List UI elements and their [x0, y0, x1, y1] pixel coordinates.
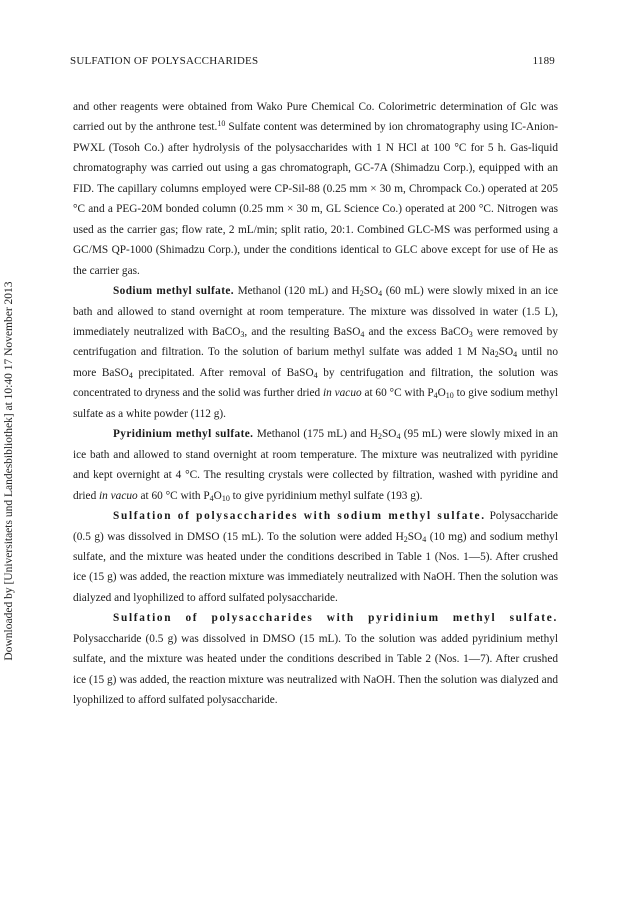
paragraph-text: Methanol (175 mL) and $H_2SO_4$ (95 mL) were slowly mixed in an ice bath and allowed to stand overnight at room temperature. The mixture was neutralized with pyridine and kept overnight at 4 °C. The resulting crystals were collected by filtration, washed with pyridine and dried in vacuo at 60 °C with $P_4O_{10}$ to give pyridinium methyl sulfate (193 g). [73, 428, 559, 503]
running-header [70, 55, 555, 67]
paragraph-sulfation-sodium [73, 506, 558, 608]
paragraph-text: and other reagents were obtained from Wako Pure Chemical Co. Colorimetric determination of Glc was carried out by the anthrone test.$^{10}$ Sulfate content was determined by ion chromatography using IC-Anion-PWXL (Tosoh Co.) after hydrolysis of the polysaccharides with 1 N HCl at 100 °C for 5 h. Gas-liquid chromatography was carried out using a gas chromatograph, GC-7A (Shimadzu Corp.), equipped with an FID. The capillary columns employed were CP-Sil-88 (0.25 mm × 30 m, Chrompack Co.) operated at 205 °C and a PEG-20M bonded column (0.25 mm × 30 m, GL Science Co.) operated at 200 °C. Nitrogen was used as the carrier gas; flow rate, 2 mL/min; split ratio, 20:1. Combined GLC-MS was performed using a GC/MS QP-1000 (Shimadzu Corp.), under the conditions identical to GLC above except for use of He as the carrier gas. [73, 101, 558, 277]
paragraph-text: Polysaccharide (0.5 g) was dissolved in DMSO (15 mL). To the solution was added pyridinium methyl sulfate, and the mixture was heated under the conditions described in Table 2 (Nos. 1—7). After crushed ice (15 g) was added, the reaction mixture was neutralized with NaOH. Then the solution was dialyzed and lyophilized to afford sulfated polysaccharide. [73, 632, 558, 707]
section-heading: Sodium methyl sulfate. [113, 285, 235, 298]
section-heading: Sulfation of polysaccharides with pyridinium methyl sulfate. [113, 612, 558, 625]
paragraph-text: Polysaccharide (0.5 g) was dissolved in DMSO (15 mL). To the solution were added $H_2SO_4$ (10 mg) and sodium methyl sulfate, and the mixture was heated under the conditions described in Table 1 (Nos. 1—5). After crushed ice (15 g) was added, the reaction mixture was immediately neutralized with NaOH. Then the solution was dialyzed and lyophilized to afford sulfated polysaccharide. [73, 510, 558, 604]
section-heading: Sulfation of polysaccharides with sodium methyl sulfate. [113, 510, 486, 523]
running-title: SULFATION OF POLYSACCHARIDES [70, 55, 259, 67]
section-heading: Pyridinium methyl sulfate. [113, 428, 254, 441]
page-number: 1189 [532, 55, 555, 67]
download-watermark: Downloaded by [Universitaets und Landesbibliothek] at 10:40 17 November 2013 [3, 281, 15, 661]
paragraph-text: Methanol (120 mL) and $H_2SO_4$ (60 mL) were slowly mixed in an ice bath and allowed to stand overnight at room temperature. The mixture was dissolved in water (1.5 L), immediately neutralized with BaCO$_3$, and the resulting BaSO$_4$ and the excess BaCO$_3$ were removed by centrifugation and filtration. To the solution of barium methyl sulfate was added 1 M $Na_2SO_4$ until no more BaSO$_4$ precipitated. After removal of BaSO$_4$ by centrifugation and filtration, the solution was concentrated to dryness and the solid was further dried in vacuo at 60 °C with $P_4O_{10}$ to give sodium methyl sulfate as a white powder (112 g). [73, 285, 558, 420]
paragraph-sulfation-pyridinium [73, 608, 558, 710]
article-body [73, 97, 558, 711]
paragraph-sodium-methyl-sulfate [73, 281, 558, 424]
paragraph-pyridinium-methyl-sulfate [73, 424, 558, 506]
paragraph-reagents [73, 97, 558, 281]
